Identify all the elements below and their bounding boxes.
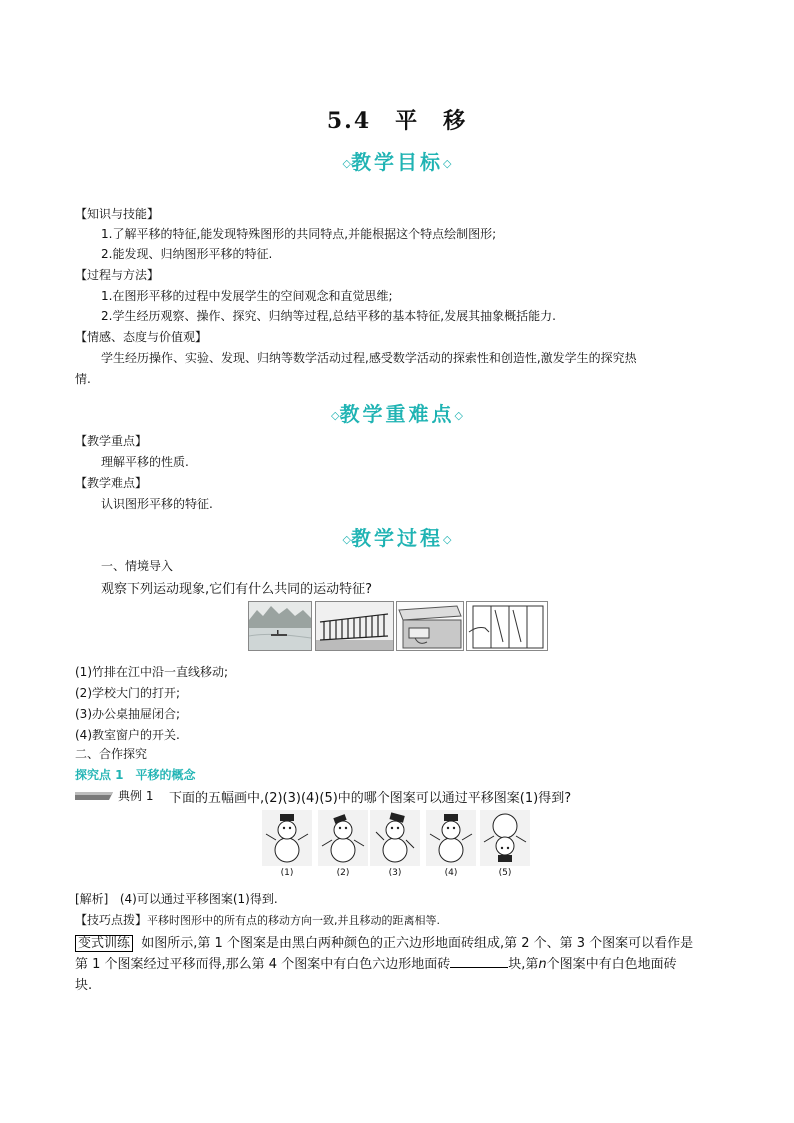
diamond-icon: ◇ [342,533,351,546]
snowman-label-3: (3) [388,868,402,878]
section-heading-process: ◇教学过程◇ [342,526,452,550]
intro-header: 一、情境导入 [101,559,174,573]
variant-text-3: 块. [75,978,93,993]
variant-text-2c: 个图案中有白色地面砖 [546,957,677,972]
section-heading-objectives: ◇教学目标◇ [342,150,452,174]
variant-n: n [538,957,547,972]
tip-line [75,911,440,928]
diamond-icon: ◇ [454,409,463,422]
variant-text-2a: 第 1 个图案经过平移而得,那么第 4 个图案中有白色六边形地面砖 [75,957,451,972]
diamond-icon: ◇ [331,409,340,422]
difficulty-header: 【教学难点】 [75,476,148,490]
focus-text: 理解平移的性质. [101,455,189,469]
answer-blank [450,957,508,968]
difficulty-text: 认识图形平移的特征. [101,497,213,511]
example-text: 下面的五幅画中,(2)(3)(4)(5)中的哪个图案可以通过平移图案(1)得到? [169,791,572,806]
analysis-text: (4)可以通过平移图案(1)得到. [119,892,278,906]
motion-item-4: (4)教室窗户的开关. [75,728,180,742]
knowledge-item-2: 2.能发现、归纳图形平移的特征. [101,247,273,261]
coop-header: 二、合作探究 [75,747,148,761]
river-bamboo-raft-photo [248,601,312,651]
emotion-text-line-2: 情. [75,372,91,386]
knowledge-header: 【知识与技能】 [75,207,160,221]
knowledge-item-1: 1.了解平移的特征,能发现特殊图形的共同特点,并能根据这个特点绘制图形; [101,227,497,241]
variant-text-1: 如图所示,第 1 个图案是由黑白两种颜色的正六边形地面砖组成,第 2 个、第 3 个图案可以看作是 [141,936,694,951]
snowman-figure-4 [426,810,476,866]
snowman-label-2: (2) [336,868,350,878]
section-heading-keypoints: ◇教学重难点◇ [331,402,463,426]
diamond-icon: ◇ [443,157,452,170]
emotion-text-line-1: 学生经历操作、实验、发现、归纳等数学活动过程,感受数学活动的探索性和创造性,激发学生的探究热 [101,351,637,365]
example-label: 典例 1 [118,789,154,803]
tip-label: 【技巧点拨】 [75,913,148,927]
snowman-label-5: (5) [498,868,512,878]
motion-item-2: (2)学校大门的打开; [75,686,181,700]
snowman-figure-1 [262,810,312,866]
analysis-label: [解析] [75,892,109,906]
school-gate-photo [315,601,394,651]
classroom-window-photo [466,601,548,651]
snowman-figure-2 [318,810,368,866]
process-method-item-1: 1.在图形平移的过程中发展学生的空间观念和直觉思维; [101,289,393,303]
motion-item-3: (3)办公桌抽屉闭合; [75,707,181,721]
desk-drawer-photo [396,601,464,651]
explore-point-label: 探究点 1 平移的概念 [75,768,196,782]
analysis-line [75,890,278,907]
variant-line-1 [75,932,693,951]
variant-label: 变式训练 [75,935,133,952]
process-method-header: 【过程与方法】 [75,268,160,282]
snowman-figure-5 [480,810,530,866]
tip-text: 平移时图形中的所有点的移动方向一致,并且移动的距离相等. [147,914,441,927]
example-badge-icon [75,787,115,799]
diamond-icon: ◇ [443,533,452,546]
focus-header: 【教学重点】 [75,434,148,448]
page-title: 5.4 平 移 [326,108,468,134]
diamond-icon: ◇ [342,157,351,170]
variant-text-2b: 块,第 [508,957,539,972]
process-method-item-2: 2.学生经历观察、操作、探究、归纳等过程,总结平移的基本特征,发展其抽象概括能力. [101,309,556,323]
variant-line-2 [75,953,677,972]
intro-question: 观察下列运动现象,它们有什么共同的运动特征? [101,582,373,597]
snowman-label-4: (4) [444,868,458,878]
motion-item-1: (1)竹排在江中沿一直线移动; [75,665,229,679]
emotion-header: 【情感、态度与价值观】 [75,330,208,344]
snowman-figure-3 [370,810,420,866]
snowman-label-1: (1) [280,868,294,878]
